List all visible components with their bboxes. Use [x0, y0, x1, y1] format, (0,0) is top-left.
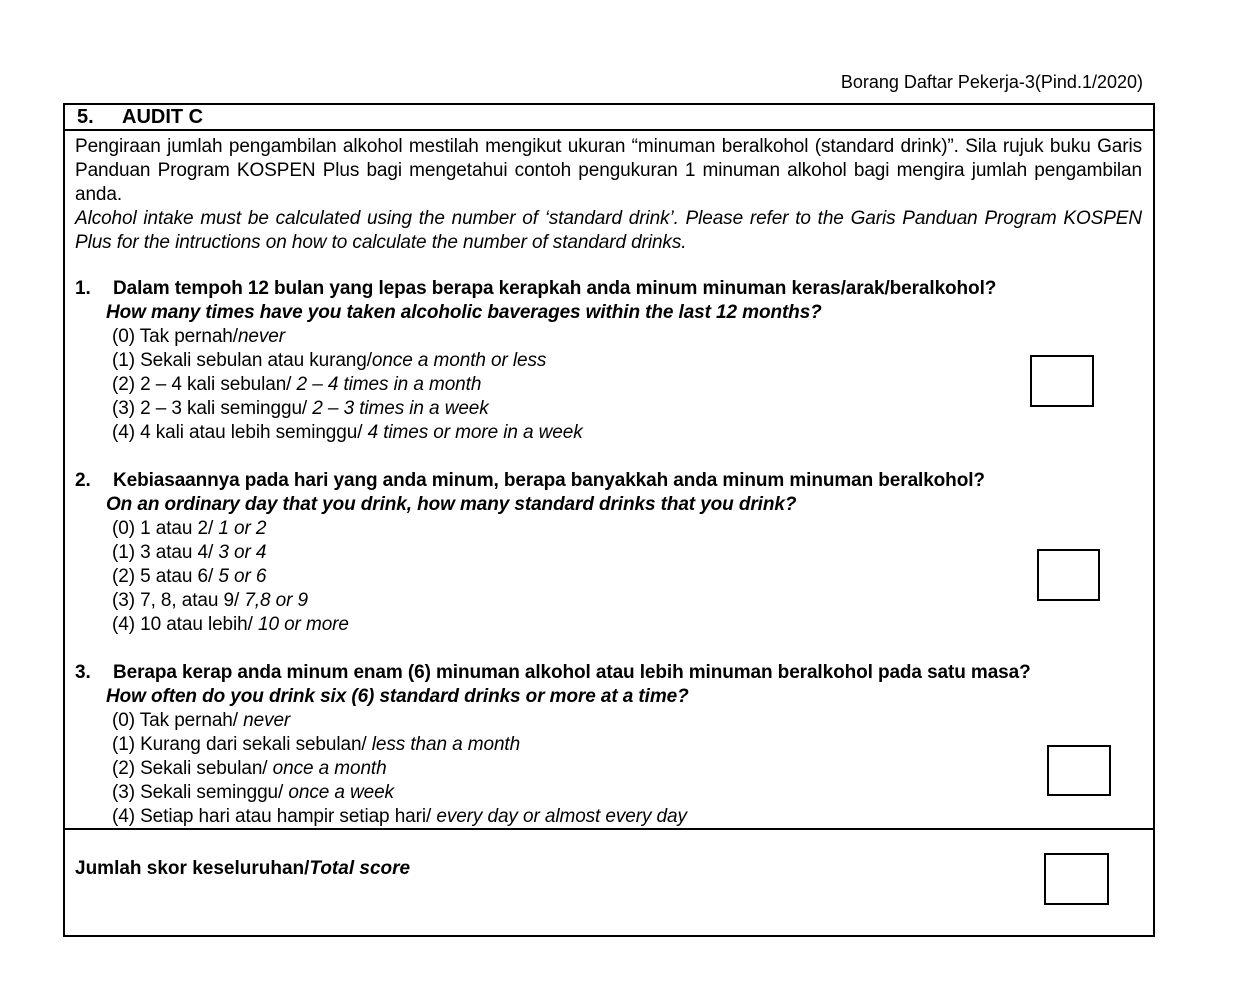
question-1-option-0: (0) Tak pernah/never	[112, 326, 285, 347]
question-3	[75, 661, 1142, 829]
question-2-text-malay: Kebiasaannya pada hari yang anda minum, berapa banyakkah anda minum minuman beralkohol?	[113, 470, 985, 491]
question-3-answer-box[interactable]	[1047, 745, 1111, 796]
section-number: 5.	[77, 106, 94, 128]
question-3-number: 3.	[75, 662, 91, 683]
question-1-answer-box[interactable]	[1030, 355, 1094, 407]
intro-paragraph-malay: Pengiraan jumlah pengambilan alkohol mestilah mengikut ukuran “minuman beralkohol (standard drink)”. Sila rujuk buku Garis Panduan Program KOSPEN Plus bagi mengetahui contoh pengukuran 1 minuman alkohol bagi mengira jumlah pengambilan anda.	[75, 136, 1142, 205]
question-1-number: 1.	[75, 278, 91, 299]
question-2-number: 2.	[75, 470, 91, 491]
question-2-option-1: (1) 3 atau 4/ 3 or 4	[112, 542, 267, 563]
question-2-option-4: (4) 10 atau lebih/ 10 or more	[112, 614, 349, 635]
question-1-text-english: How many times have you taken alcoholic baverages within the last 12 months?	[106, 302, 822, 323]
audit-c-form-table	[63, 103, 1155, 937]
question-2-text-english: On an ordinary day that you drink, how many standard drinks that you drink?	[106, 494, 797, 515]
total-score-row	[65, 830, 1153, 935]
document-reference: Borang Daftar Pekerja-3(Pind.1/2020)	[840, 72, 1143, 92]
question-3-option-1: (1) Kurang dari sekali sebulan/ less than a month	[112, 734, 521, 755]
question-2-answer-box[interactable]	[1037, 549, 1100, 601]
question-1	[75, 277, 1142, 445]
question-3-option-4: (4) Setiap hari atau hampir setiap hari/ every day or almost every day	[112, 806, 687, 827]
question-3-option-2: (2) Sekali sebulan/ once a month	[112, 758, 387, 779]
question-2-option-3: (3) 7, 8, atau 9/ 7,8 or 9	[112, 590, 308, 611]
questions-cell	[65, 131, 1153, 830]
question-1-option-2: (2) 2 – 4 kali sebulan/ 2 – 4 times in a month	[112, 374, 482, 395]
question-1-option-1: (1) Sekali sebulan atau kurang/once a month or less	[112, 350, 547, 371]
question-3-option-0: (0) Tak pernah/ never	[112, 710, 291, 731]
question-2	[75, 469, 1142, 637]
total-score-label-malay: Jumlah skor keseluruhan/	[75, 858, 310, 879]
question-2-option-2: (2) 5 atau 6/ 5 or 6	[112, 566, 267, 587]
question-2-option-0: (0) 1 atau 2/ 1 or 2	[112, 518, 267, 539]
question-1-text-malay: Dalam tempoh 12 bulan yang lepas berapa kerapkah anda minum minuman keras/arak/beralkohol?	[113, 278, 997, 299]
section-header	[65, 105, 1153, 131]
question-1-option-4: (4) 4 kali atau lebih seminggu/ 4 times or more in a week	[112, 422, 583, 443]
total-score-label-english: Total score	[309, 858, 411, 879]
question-1-option-3: (3) 2 – 3 kali seminggu/ 2 – 3 times in a week	[112, 398, 489, 419]
intro-paragraph-english: Alcohol intake must be calculated using the number of ‘standard drink’. Please refer to the Garis Panduan Program KOSPEN Plus for the intructions on how to calculate the number of standard drinks.	[75, 208, 1142, 253]
total-score-box[interactable]	[1044, 853, 1109, 905]
section-title: AUDIT C	[122, 106, 204, 128]
question-3-text-malay: Berapa kerap anda minum enam (6) minuman alkohol atau lebih minuman beralkohol pada satu masa?	[113, 662, 1031, 683]
question-3-text-english: How often do you drink six (6) standard drinks or more at a time?	[106, 686, 689, 707]
question-3-option-3: (3) Sekali seminggu/ once a week	[112, 782, 394, 803]
